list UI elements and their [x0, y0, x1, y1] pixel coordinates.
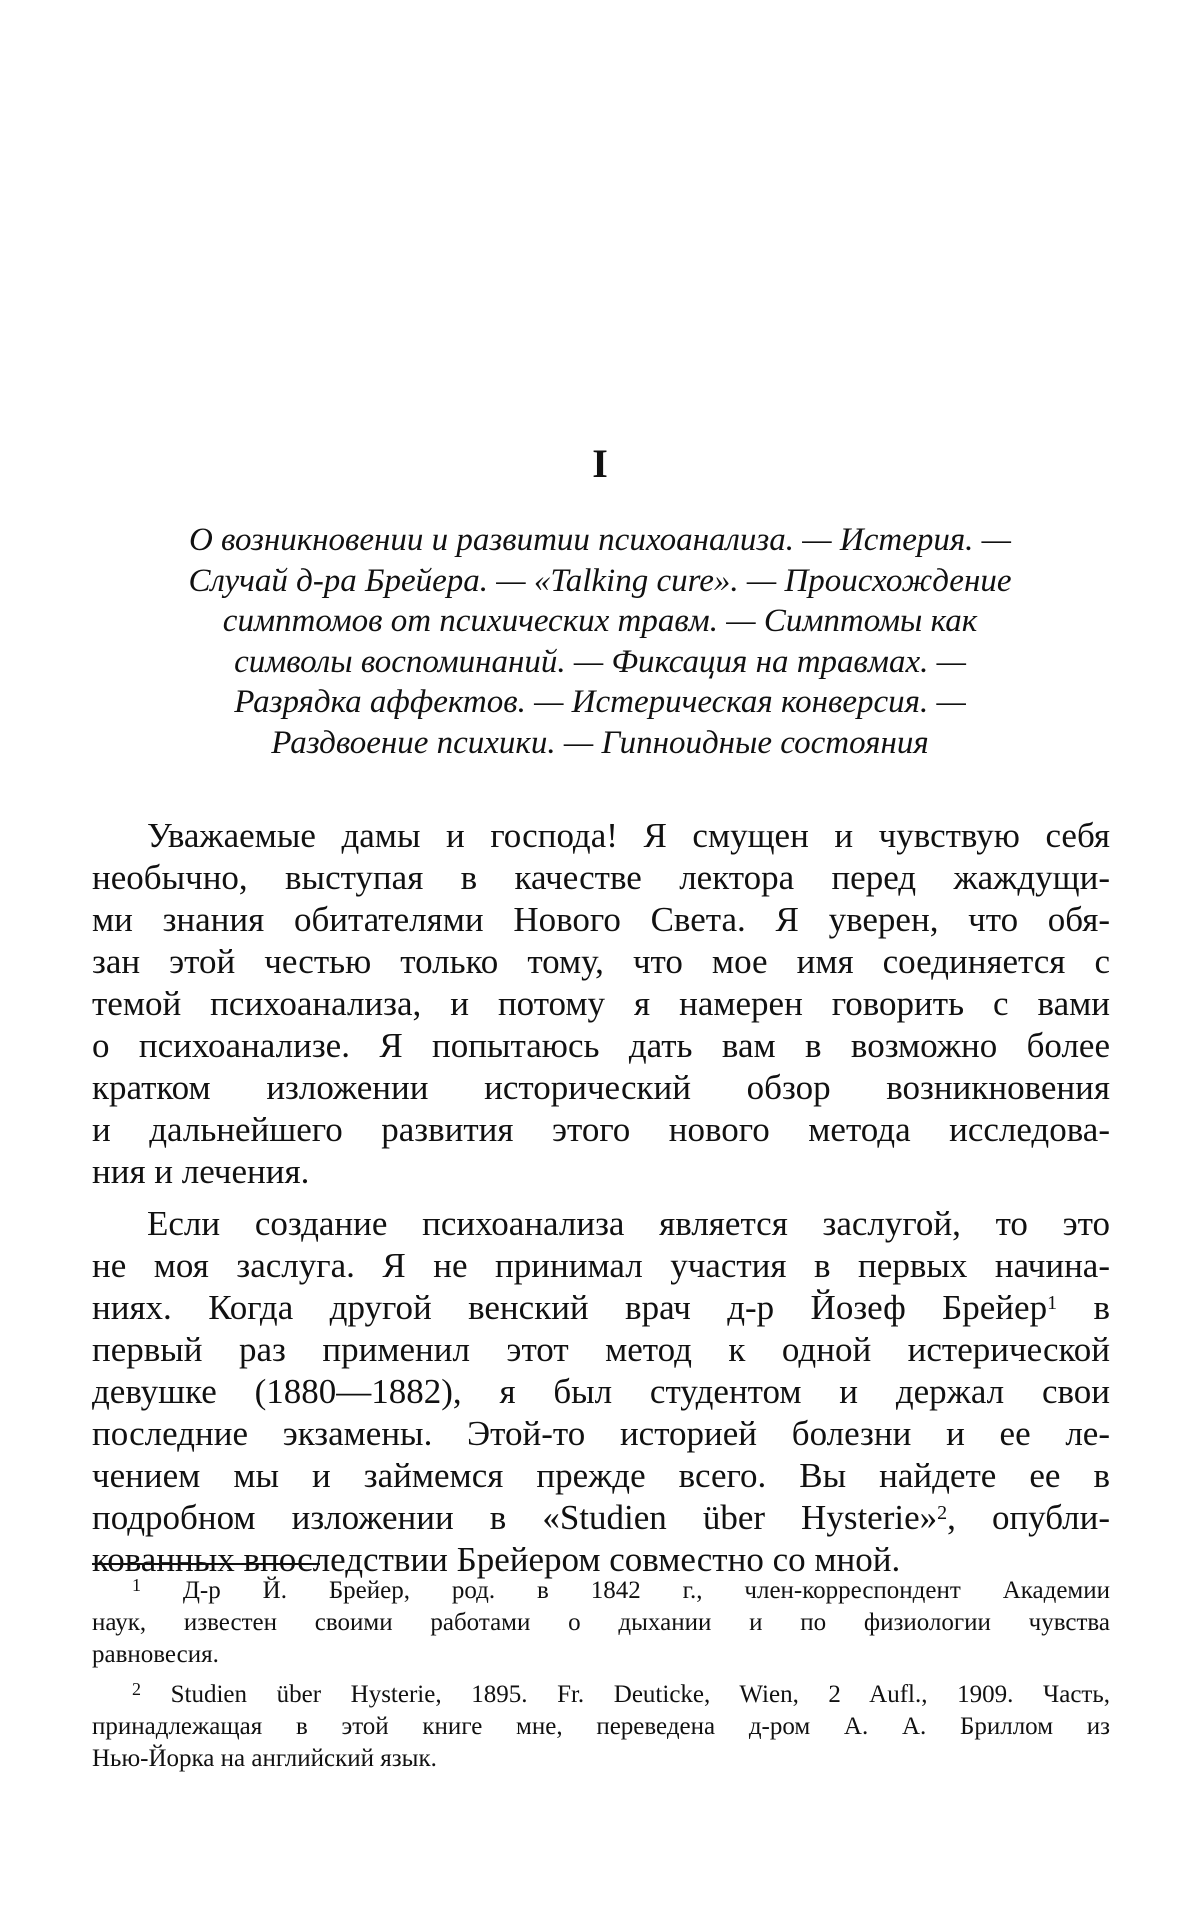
summary-line: Разрядка аффектов. — Истерическая конверсия. —: [234, 684, 966, 720]
text-segment: ниях. Когда другой венский врач д-р Йозеф Брейер: [92, 1288, 1048, 1327]
text-line: о психоанализе. Я попытаюсь дать вам в возможно более: [92, 1026, 1110, 1065]
paragraph-1: [92, 815, 1110, 1193]
footnote-line: [92, 1679, 1110, 1711]
text-segment: подробном изложении в «Studien über Hysterie»: [92, 1498, 938, 1537]
text-line: [92, 1287, 1110, 1329]
footnote-ref-2[interactable]: 2: [937, 1502, 948, 1524]
text-line: девушке (1880—1882), я был студентом и держал свои: [92, 1372, 1110, 1411]
footnote-text: Д-р Й. Брейер, род. в 1842 г., член-корреспондент Академии: [141, 1577, 1110, 1604]
body-text: [92, 815, 1110, 1591]
footnote-line: [92, 1575, 1110, 1607]
text-segment: в: [1057, 1288, 1110, 1327]
text-line: последние экзамены. Этой-то историей болезни и ее ле-: [92, 1414, 1110, 1453]
summary-line: Случай д-ра Брейера. — «Talking cure». — Происхождение: [188, 562, 1012, 599]
text-line: первый раз применил этот метод к одной истерической: [92, 1330, 1110, 1369]
footnote-line: принадлежащая в этой книге мне, переведена д-ром А. А. Бриллом из: [92, 1713, 1110, 1740]
footnote-2: [92, 1679, 1110, 1775]
text-segment: , опубли-: [947, 1498, 1110, 1537]
text-line: и дальнейшего развития этого нового метода исследова-: [92, 1110, 1110, 1149]
footnote-1: [92, 1575, 1110, 1671]
text-line: чением мы и займемся прежде всего. Вы найдете ее в: [92, 1456, 1110, 1495]
summary-line: симптомов от психических травм. — Симптомы как: [222, 603, 978, 639]
text-line: [92, 1497, 1110, 1539]
summary-line: О возникновении и развитии психоанализа. — Истерия. —: [188, 522, 1012, 558]
text-line: не моя заслуга. Я не принимал участия в первых начина-: [92, 1246, 1110, 1285]
footnote-ref-1[interactable]: 1: [1047, 1292, 1058, 1314]
paragraph-2: [92, 1203, 1110, 1581]
text-line: Уважаемые дамы и господа! Я смущен и чувствую себя: [147, 816, 1110, 855]
text-line: кратком изложении исторический обзор возникновения: [92, 1068, 1110, 1107]
footnote-line: наук, известен своими работами о дыхании и по физиологии чувства: [92, 1609, 1110, 1636]
footnote-marker: 1: [132, 1575, 141, 1595]
text-line: ми знания обитателями Нового Света. Я уверен, что обя-: [92, 900, 1110, 939]
footnotes: [92, 1575, 1110, 1783]
summary-line: символы воспоминаний. — Фиксация на травмах. —: [234, 643, 966, 680]
summary-line: Раздвоение психики. — Гипноидные состояния: [271, 724, 929, 761]
text-line: кованных впоследствии Брейером совместно со мной.: [92, 1540, 901, 1579]
chapter-number: I: [592, 441, 608, 486]
footnote-text: Studien über Hysterie, 1895. Fr. Deuticke, Wien, 2 Aufl., 1909. Часть,: [141, 1681, 1110, 1708]
text-line: Если создание психоанализа является заслугой, то это: [147, 1204, 1110, 1243]
text-line: темой психоанализа, и потому я намерен говорить с вами: [92, 984, 1110, 1023]
text-line: зан этой честью только тому, что мое имя соединяется с: [92, 942, 1110, 981]
text-line: ния и лечения.: [92, 1152, 310, 1191]
footnote-line: равновесия.: [92, 1641, 219, 1668]
chapter-summary: [95, 520, 1105, 763]
footnote-marker: 2: [132, 1679, 141, 1699]
footnote-divider: [92, 1563, 320, 1565]
footnote-line: Нью-Йорка на английский язык.: [92, 1745, 437, 1772]
text-line: необычно, выступая в качестве лектора перед жаждущи-: [92, 858, 1110, 897]
